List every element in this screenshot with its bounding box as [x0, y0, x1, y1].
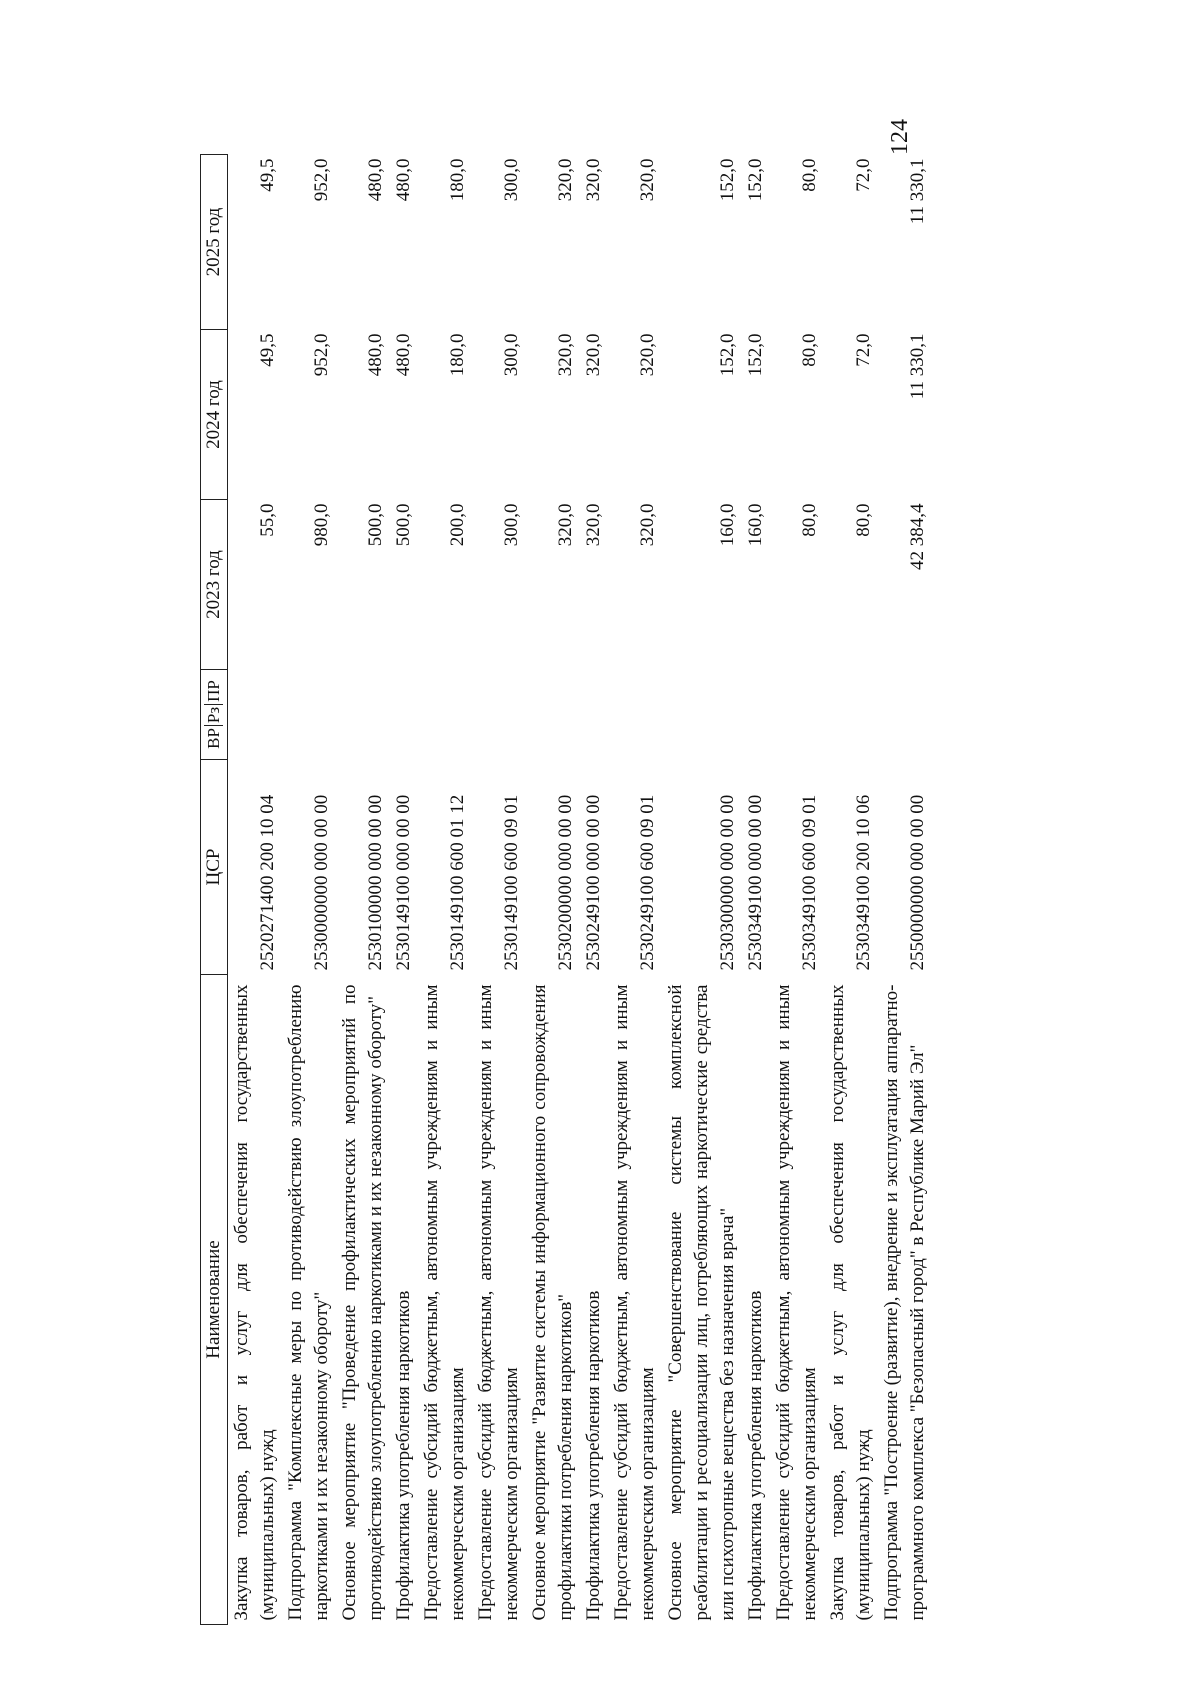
row-2024: 480,0 [365, 333, 386, 377]
header-2025: 2025 год [201, 155, 228, 330]
budget-table [200, 154, 932, 1625]
page-number: 124 [887, 119, 913, 155]
row-2024: 152,0 [745, 333, 766, 377]
row-name: Закупка товаров, работ и услуг для обеспечения государственных (муниципальных) нужд [827, 984, 874, 1621]
row-2024: 49,5 [257, 333, 278, 367]
table-row [608, 155, 662, 1625]
header-vr: ВР [204, 728, 223, 749]
row-name: Предоставление субсидий бюджетным, автономным учреждениям и иным некоммерческим организациям [475, 984, 522, 1621]
row-code: 2530149100 600 01 12 [447, 794, 468, 971]
row-2024: 152,0 [717, 333, 738, 377]
table-row [526, 155, 580, 1625]
row-code: 2530249100 600 09 01 [637, 794, 658, 971]
row-2023: 320,0 [555, 503, 576, 547]
row-code: 2520271400 200 10 04 [257, 794, 278, 971]
header-csr: ЦСР [201, 760, 228, 975]
budget-table-container [200, 155, 932, 1625]
row-name: Подпрограмма "Комплексные меры по противодействию злоупотреблению наркотиками и их незаконному обороту" [285, 984, 332, 1621]
table-row [228, 155, 283, 1625]
row-code: 2530349100 000 00 00 [745, 794, 766, 971]
header-2023: 2023 год [201, 500, 228, 670]
row-name: Профилактика употребления наркотиков [393, 1290, 414, 1621]
row-2023: 320,0 [583, 503, 604, 547]
row-2024: 11 330,1 [907, 333, 928, 400]
row-code: 2530300000 000 00 00 [717, 794, 738, 971]
row-2023: 160,0 [745, 503, 766, 547]
row-code: 2530200000 000 00 00 [555, 794, 576, 971]
row-name: Профилактика употребления наркотиков [583, 1290, 604, 1621]
header-pr: ПР [204, 680, 223, 702]
table-row [390, 155, 418, 1625]
table-row [282, 155, 336, 1625]
row-2023: 42 384,4 [907, 503, 928, 570]
row-2025: 480,0 [365, 158, 386, 202]
row-2023: 200,0 [447, 503, 468, 547]
row-2023: 80,0 [853, 503, 874, 537]
row-name: Основное мероприятие "Проведение профилактических мероприятий по противодействию злоупотреблению наркотиками и их незаконному обороту" [339, 984, 386, 1621]
row-2025: 80,0 [799, 158, 820, 192]
row-2024: 72,0 [853, 333, 874, 367]
table-header-row [201, 155, 228, 1625]
row-2025: 952,0 [311, 158, 332, 202]
row-2024: 320,0 [555, 333, 576, 377]
row-code: 2530100000 000 00 00 [365, 794, 386, 971]
header-vr-rz-pr [201, 670, 228, 760]
row-2025: 49,5 [257, 158, 278, 192]
row-name: Основное мероприятие "Развитие системы информационного сопровождения профилактики потребления наркотиков" [529, 984, 576, 1621]
table-row [336, 155, 390, 1625]
row-2024: 180,0 [447, 333, 468, 377]
row-2025: 72,0 [853, 158, 874, 192]
table-row [742, 155, 770, 1625]
table-row [878, 155, 932, 1625]
row-2025: 480,0 [393, 158, 414, 202]
row-name: Профилактика употребления наркотиков [745, 1290, 766, 1621]
row-2025: 320,0 [637, 158, 658, 202]
row-2023: 300,0 [501, 503, 522, 547]
row-2024: 952,0 [311, 333, 332, 377]
row-code: 2530149100 600 09 01 [501, 794, 522, 971]
row-2023: 980,0 [311, 503, 332, 547]
row-2023: 80,0 [799, 503, 820, 537]
row-name: Подпрограмма "Построение (развитие), внедрение и эксплуатация аппаратно-программного комплекса "Безопасный город" в Республике Марий Эл" [881, 984, 928, 1621]
row-2023: 500,0 [365, 503, 386, 547]
row-2025: 320,0 [583, 158, 604, 202]
row-code: 2530149100 000 00 00 [393, 794, 414, 971]
header-2024: 2024 год [201, 330, 228, 500]
row-code: 2550000000 000 00 00 [907, 794, 928, 971]
table-row [824, 155, 878, 1625]
row-name: Основное мероприятие "Совершенствование системы комплексной реабилитации и ресоциализации лиц, потребляющих наркотические средства или психотропные вещества без назначения врача" [665, 984, 738, 1621]
row-2024: 300,0 [501, 333, 522, 377]
row-2023: 55,0 [257, 503, 278, 537]
row-name: Предоставление субсидий бюджетным, автономным учреждениям и иным некоммерческим организациям [421, 984, 468, 1621]
row-code: 2530349100 600 09 01 [799, 794, 820, 971]
row-code: 2530249100 000 00 00 [583, 794, 604, 971]
table-row [580, 155, 608, 1625]
table-row [418, 155, 472, 1625]
row-2025: 11 330,1 [907, 158, 928, 225]
row-2025: 320,0 [555, 158, 576, 202]
row-name: Закупка товаров, работ и услуг для обеспечения государственных (муниципальных) нужд [231, 984, 278, 1621]
row-code: 2530349100 200 10 06 [853, 794, 874, 971]
row-2025: 300,0 [501, 158, 522, 202]
row-code: 2530000000 000 00 00 [311, 794, 332, 971]
table-row [472, 155, 526, 1625]
table-row [662, 155, 742, 1625]
header-name: Наименование [201, 975, 228, 1625]
row-2023: 320,0 [637, 503, 658, 547]
table-body [228, 155, 933, 1625]
row-2023: 500,0 [393, 503, 414, 547]
row-2025: 152,0 [745, 158, 766, 202]
row-2025: 152,0 [717, 158, 738, 202]
row-2024: 320,0 [637, 333, 658, 377]
row-name: Предоставление субсидий бюджетным, автономным учреждениям и иным некоммерческим организациям [611, 984, 658, 1621]
header-rz: Рз [204, 706, 223, 724]
row-name: Предоставление субсидий бюджетным, автономным учреждениям и иным некоммерческим организациям [773, 984, 820, 1621]
row-2024: 80,0 [799, 333, 820, 367]
row-2024: 480,0 [393, 333, 414, 377]
row-2025: 180,0 [447, 158, 468, 202]
row-2023: 160,0 [717, 503, 738, 547]
row-2024: 320,0 [583, 333, 604, 377]
table-row [770, 155, 824, 1625]
